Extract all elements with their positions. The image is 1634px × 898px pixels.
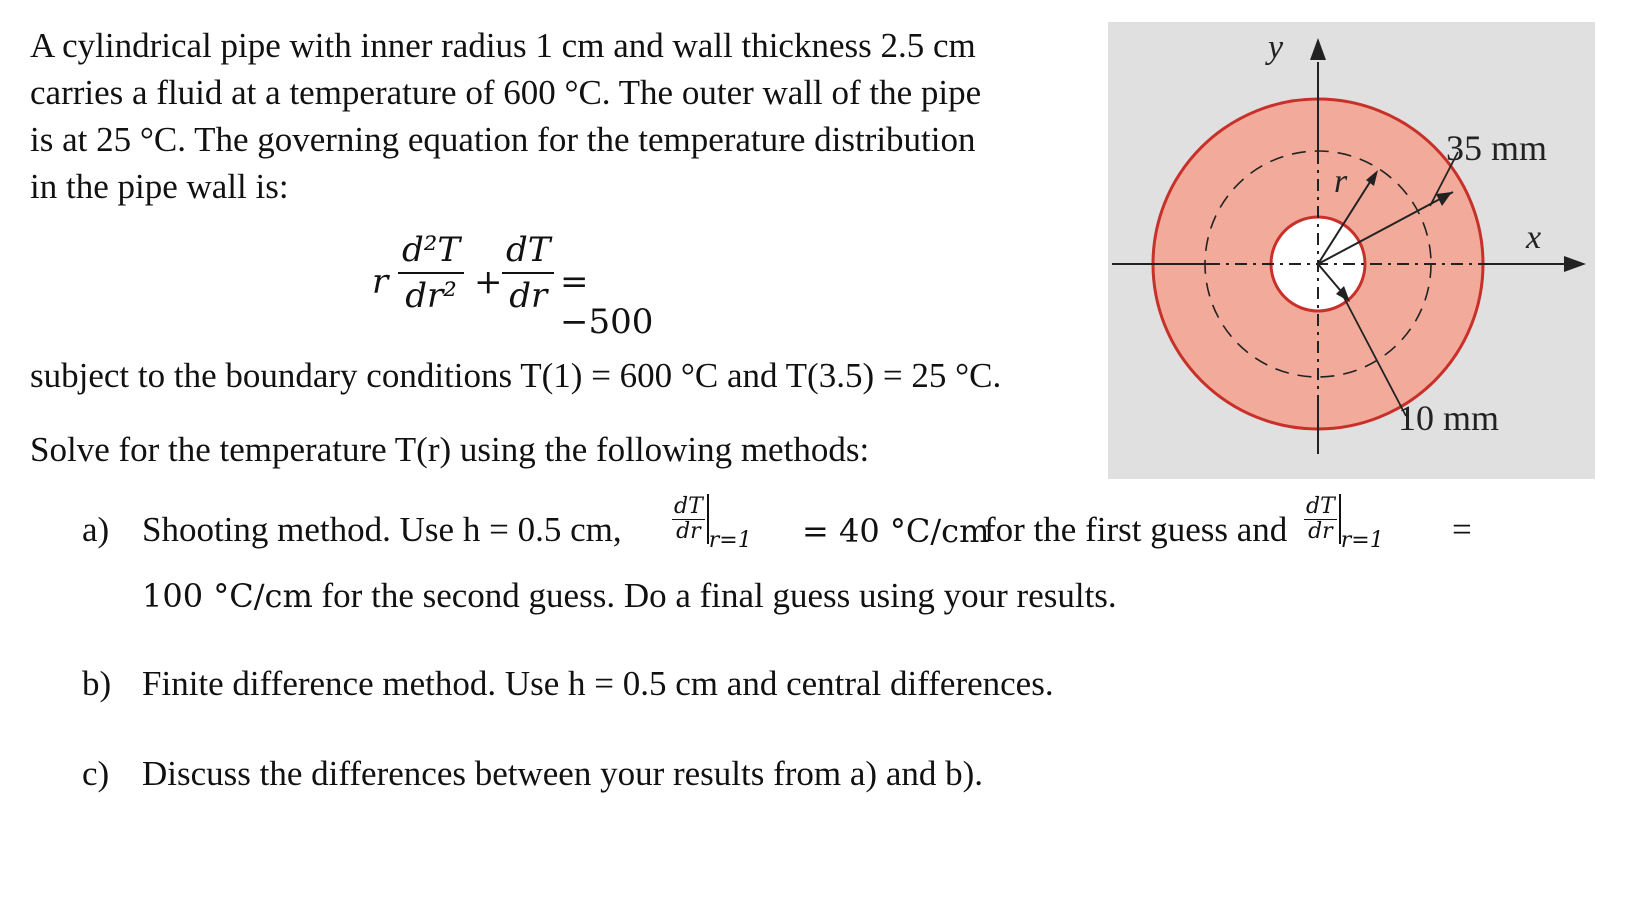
part-c-text: Discuss the differences between your results from a) and b). bbox=[142, 754, 984, 793]
derivative-eval-1 bbox=[672, 493, 752, 554]
equation-plus: + bbox=[474, 262, 503, 302]
intro-line-1: A cylindrical pipe with inner radius 1 cm and wall thickness 2.5 cm bbox=[30, 26, 976, 65]
derivative-numerator-1: dT bbox=[674, 493, 703, 519]
part-a-label: a) bbox=[82, 510, 110, 549]
part-a-text: Shooting method. Use h = 0.5 cm, bbox=[142, 510, 622, 549]
first-derivative-denominator: dr bbox=[509, 276, 548, 316]
derivative-fraction-2 bbox=[1304, 495, 1337, 544]
part-b-label: b) bbox=[82, 664, 112, 703]
part-a-line-2-text: for the second guess. Do a final guess using your results. bbox=[321, 576, 1117, 615]
x-axis-label: x bbox=[1526, 219, 1542, 256]
equals-sign: = bbox=[1452, 510, 1472, 549]
derivative-eval-2 bbox=[1304, 493, 1384, 554]
y-axis-label: y bbox=[1268, 29, 1284, 66]
part-a-line-2 bbox=[142, 576, 1117, 616]
equation-rhs: = −500 bbox=[560, 262, 654, 342]
second-derivative-denominator: dr² bbox=[405, 276, 457, 316]
derivative-fraction-1 bbox=[672, 495, 705, 544]
pipe-cross-section-figure bbox=[1108, 22, 1595, 479]
second-derivative-fraction bbox=[398, 230, 464, 316]
second-derivative-numerator: d²T bbox=[398, 230, 464, 274]
outer-radius-label: 35 mm bbox=[1446, 128, 1548, 168]
derivative-denominator-1: dr bbox=[676, 518, 701, 544]
first-derivative-fraction bbox=[502, 230, 554, 316]
intro-line-2: carries a fluid at a temperature of 600 °C. The outer wall of the pipe bbox=[30, 73, 982, 112]
evaluation-subscript-1: r=1 bbox=[708, 528, 752, 554]
second-guess-value: 100 °C/cm bbox=[142, 577, 313, 615]
part-a-text-2: for the first guess and bbox=[984, 510, 1288, 549]
solve-instruction: Solve for the temperature T(r) using the following methods: bbox=[30, 430, 870, 469]
part-b-text: Finite difference method. Use h = 0.5 cm and central differences. bbox=[142, 664, 1054, 703]
boundary-conditions: subject to the boundary conditions T(1) = 600 °C and T(3.5) = 25 °C. bbox=[30, 356, 1002, 395]
first-guess-value: = 40 °C/cm bbox=[802, 512, 990, 550]
radius-label: r bbox=[1334, 163, 1348, 200]
evaluation-subscript-2: r=1 bbox=[1340, 528, 1384, 554]
problem-intro bbox=[30, 22, 1080, 210]
equation-coefficient: r bbox=[372, 262, 389, 302]
intro-line-3: is at 25 °C. The governing equation for the temperature distribution bbox=[30, 120, 976, 159]
derivative-numerator-2: dT bbox=[1306, 493, 1335, 519]
first-derivative-numerator: dT bbox=[502, 230, 554, 274]
derivative-denominator-2: dr bbox=[1308, 518, 1333, 544]
intro-line-4: in the pipe wall is: bbox=[30, 167, 289, 206]
inner-radius-label: 10 mm bbox=[1398, 398, 1500, 438]
part-c-label: c) bbox=[82, 754, 110, 793]
